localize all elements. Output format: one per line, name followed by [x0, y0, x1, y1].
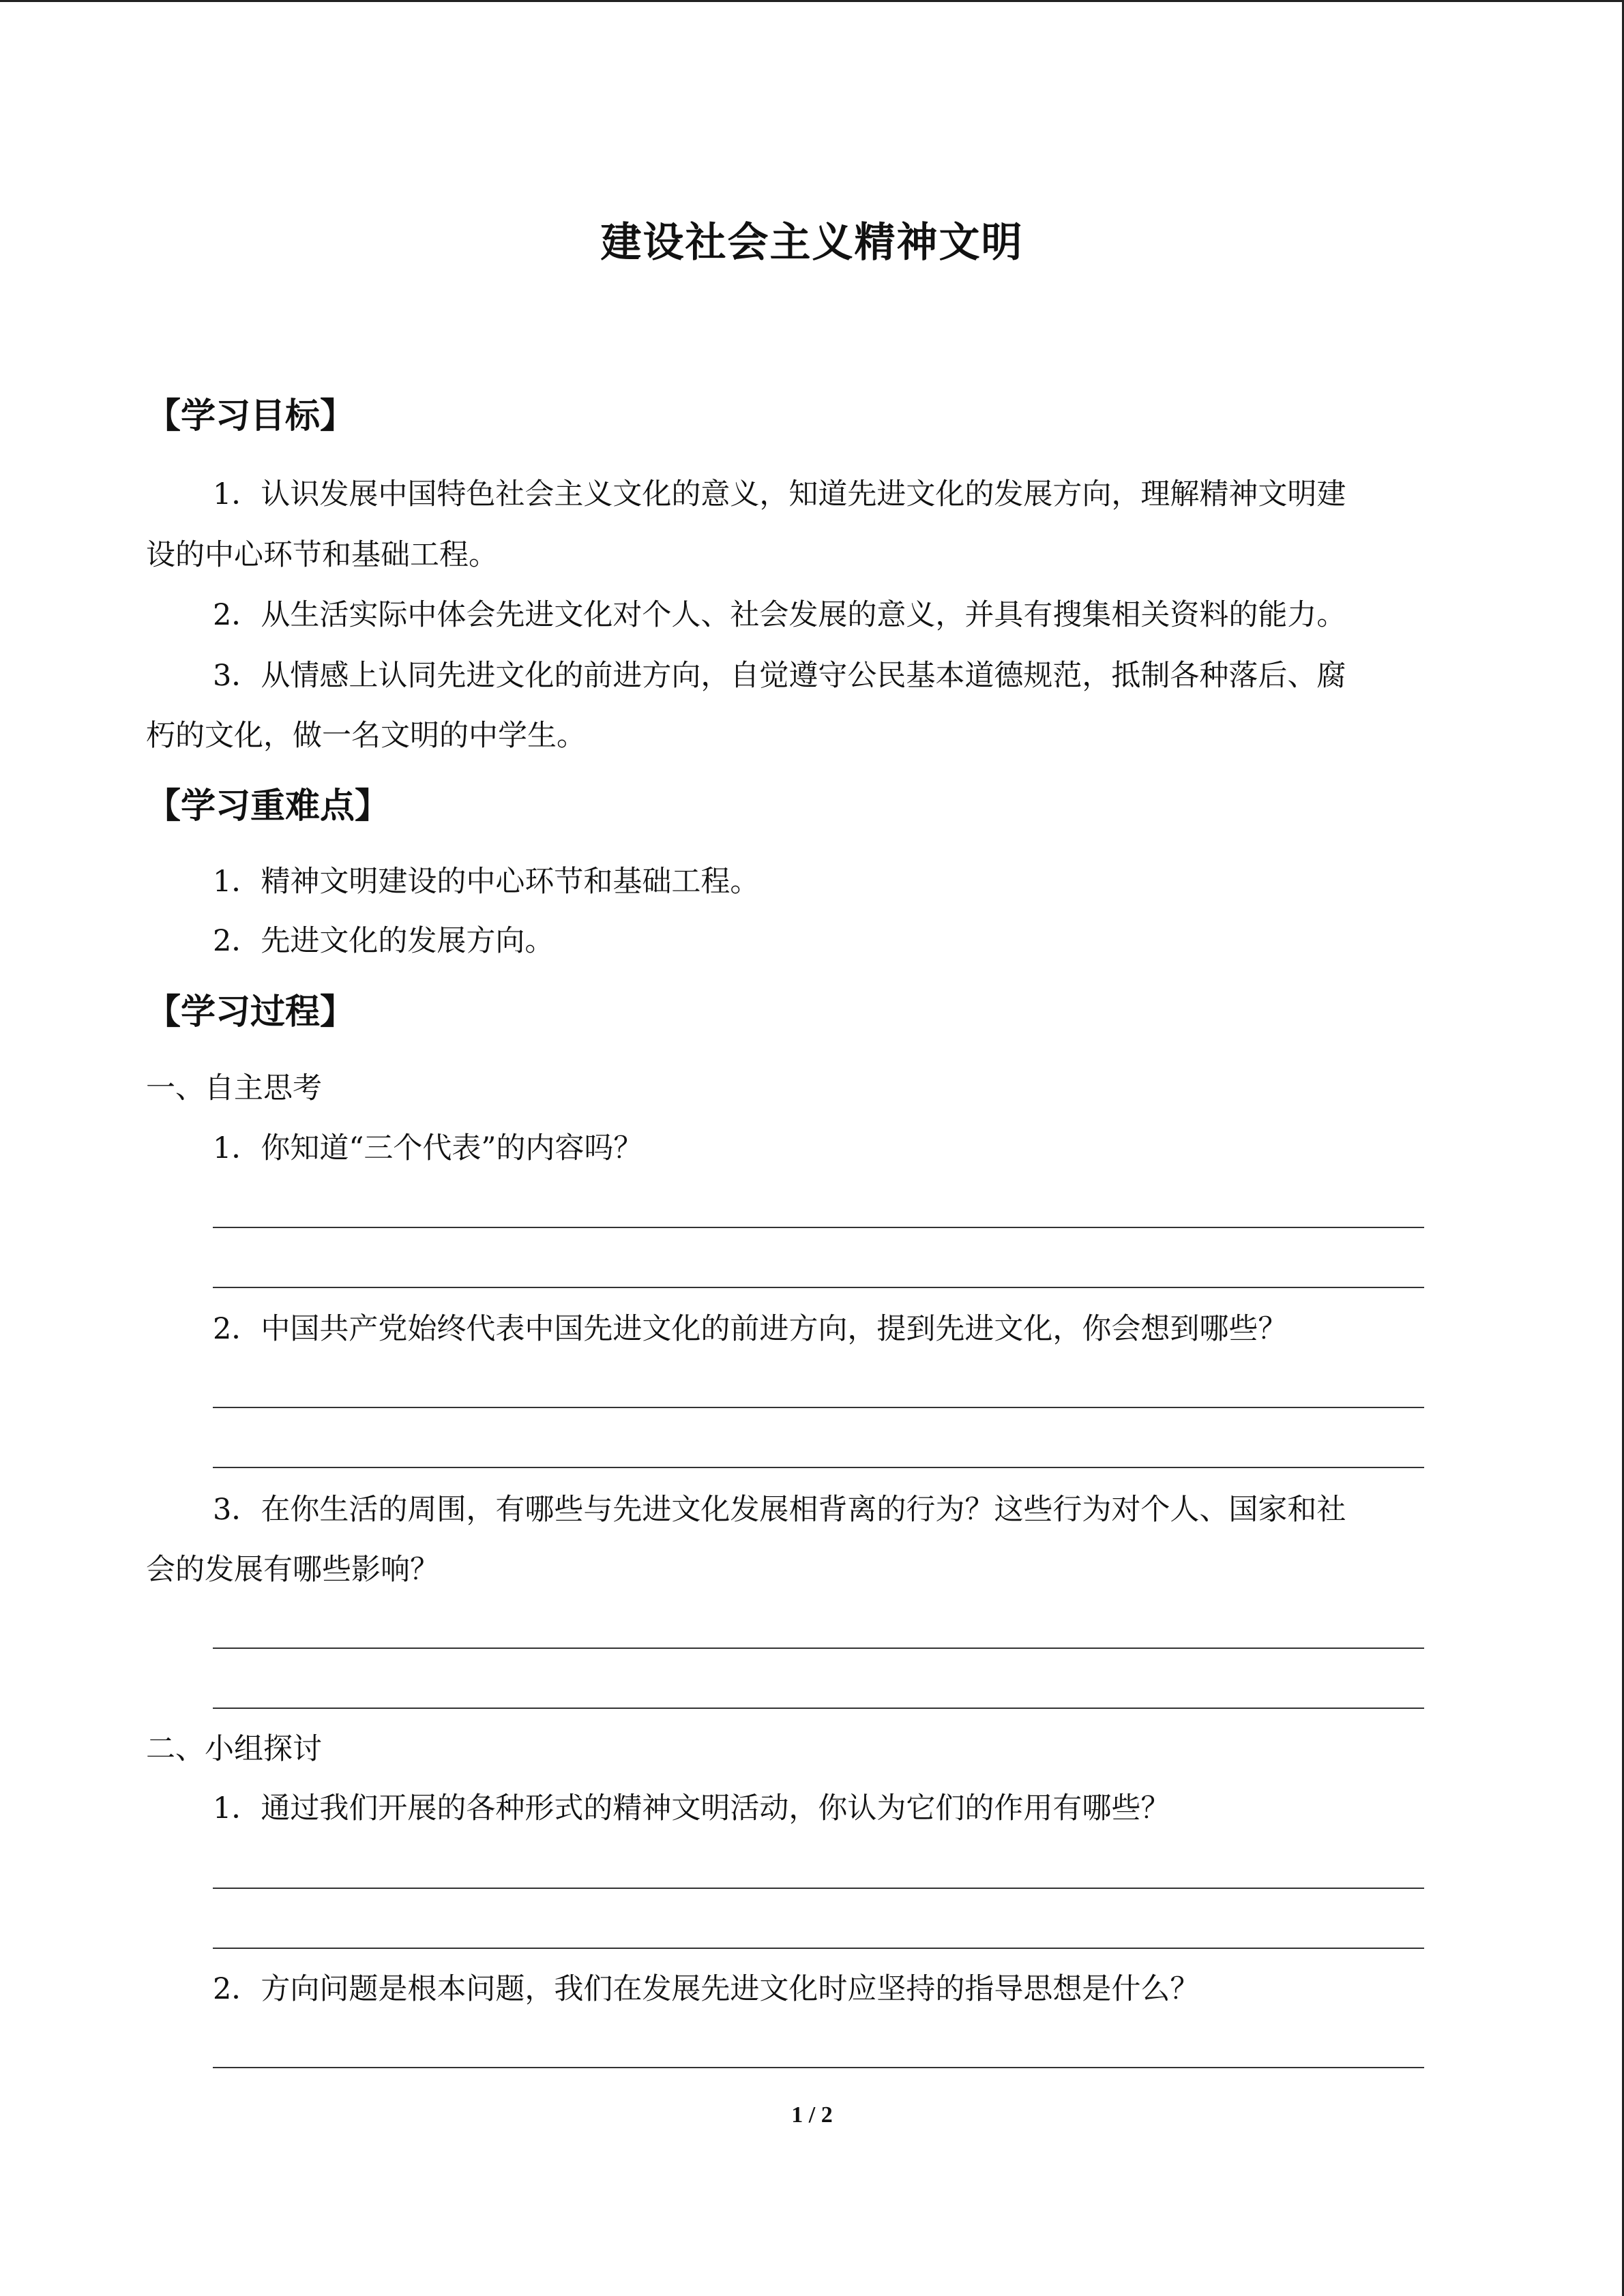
- answer-line: [213, 1648, 1424, 1649]
- answer-line: [213, 1888, 1424, 1889]
- part2-question-1: 1．通过我们开展的各种形式的精神文明活动，你认为它们的作用有哪些？: [213, 1791, 1170, 1825]
- key-point-1: 1．精神文明建设的中心环节和基础工程。: [213, 865, 760, 899]
- answer-line: [213, 1948, 1424, 1949]
- answer-line: [213, 2067, 1424, 2068]
- goal-item-3: 3．从情感上认同先进文化的前进方向，自觉遵守公民基本道德规范，抵制各种落后、腐: [213, 659, 1346, 693]
- goal-item-3-cont: 朽的文化，做一名文明的中学生。: [146, 719, 586, 753]
- goal-item-2: 2．从生活实际中体会先进文化对个人、社会发展的意义，并具有搜集相关资料的能力。: [213, 598, 1346, 632]
- goal-item-1: 1．认识发展中国特色社会主义文化的意义，知道先进文化的发展方向，理解精神文明建: [213, 477, 1346, 511]
- answer-line: [213, 1227, 1424, 1228]
- answer-line: [213, 1467, 1424, 1468]
- part2-title: 二、小组探讨: [146, 1732, 322, 1766]
- answer-line: [213, 1708, 1424, 1709]
- answer-line: [213, 1287, 1424, 1288]
- part1-title: 一、自主思考: [146, 1071, 322, 1105]
- answer-line: [213, 1407, 1424, 1408]
- page-border-top: [0, 0, 1624, 2]
- goal-item-1-cont: 设的中心环节和基础工程。: [146, 538, 498, 572]
- page-title: 建设社会主义精神文明: [600, 219, 1024, 267]
- key-point-2: 2．先进文化的发展方向。: [213, 924, 555, 958]
- part1-question-3: 3．在你生活的周围，有哪些与先进文化发展相背离的行为？这些行为对个人、国家和社: [213, 1493, 1346, 1527]
- part1-question-3-cont: 会的发展有哪些影响？: [146, 1553, 439, 1587]
- section-heading-process: 【学习过程】: [146, 992, 355, 1032]
- section-heading-goals: 【学习目标】: [146, 396, 355, 436]
- section-heading-key-points: 【学习重难点】: [146, 786, 390, 826]
- part2-question-2: 2．方向问题是根本问题，我们在发展先进文化时应坚持的指导思想是什么？: [213, 1972, 1200, 2006]
- part1-question-2: 2．中国共产党始终代表中国先进文化的前进方向，提到先进文化，你会想到哪些？: [213, 1312, 1288, 1346]
- page-number: 1 / 2: [791, 2102, 833, 2128]
- part1-question-1: 1．你知道“三个代表”的内容吗？: [213, 1131, 643, 1165]
